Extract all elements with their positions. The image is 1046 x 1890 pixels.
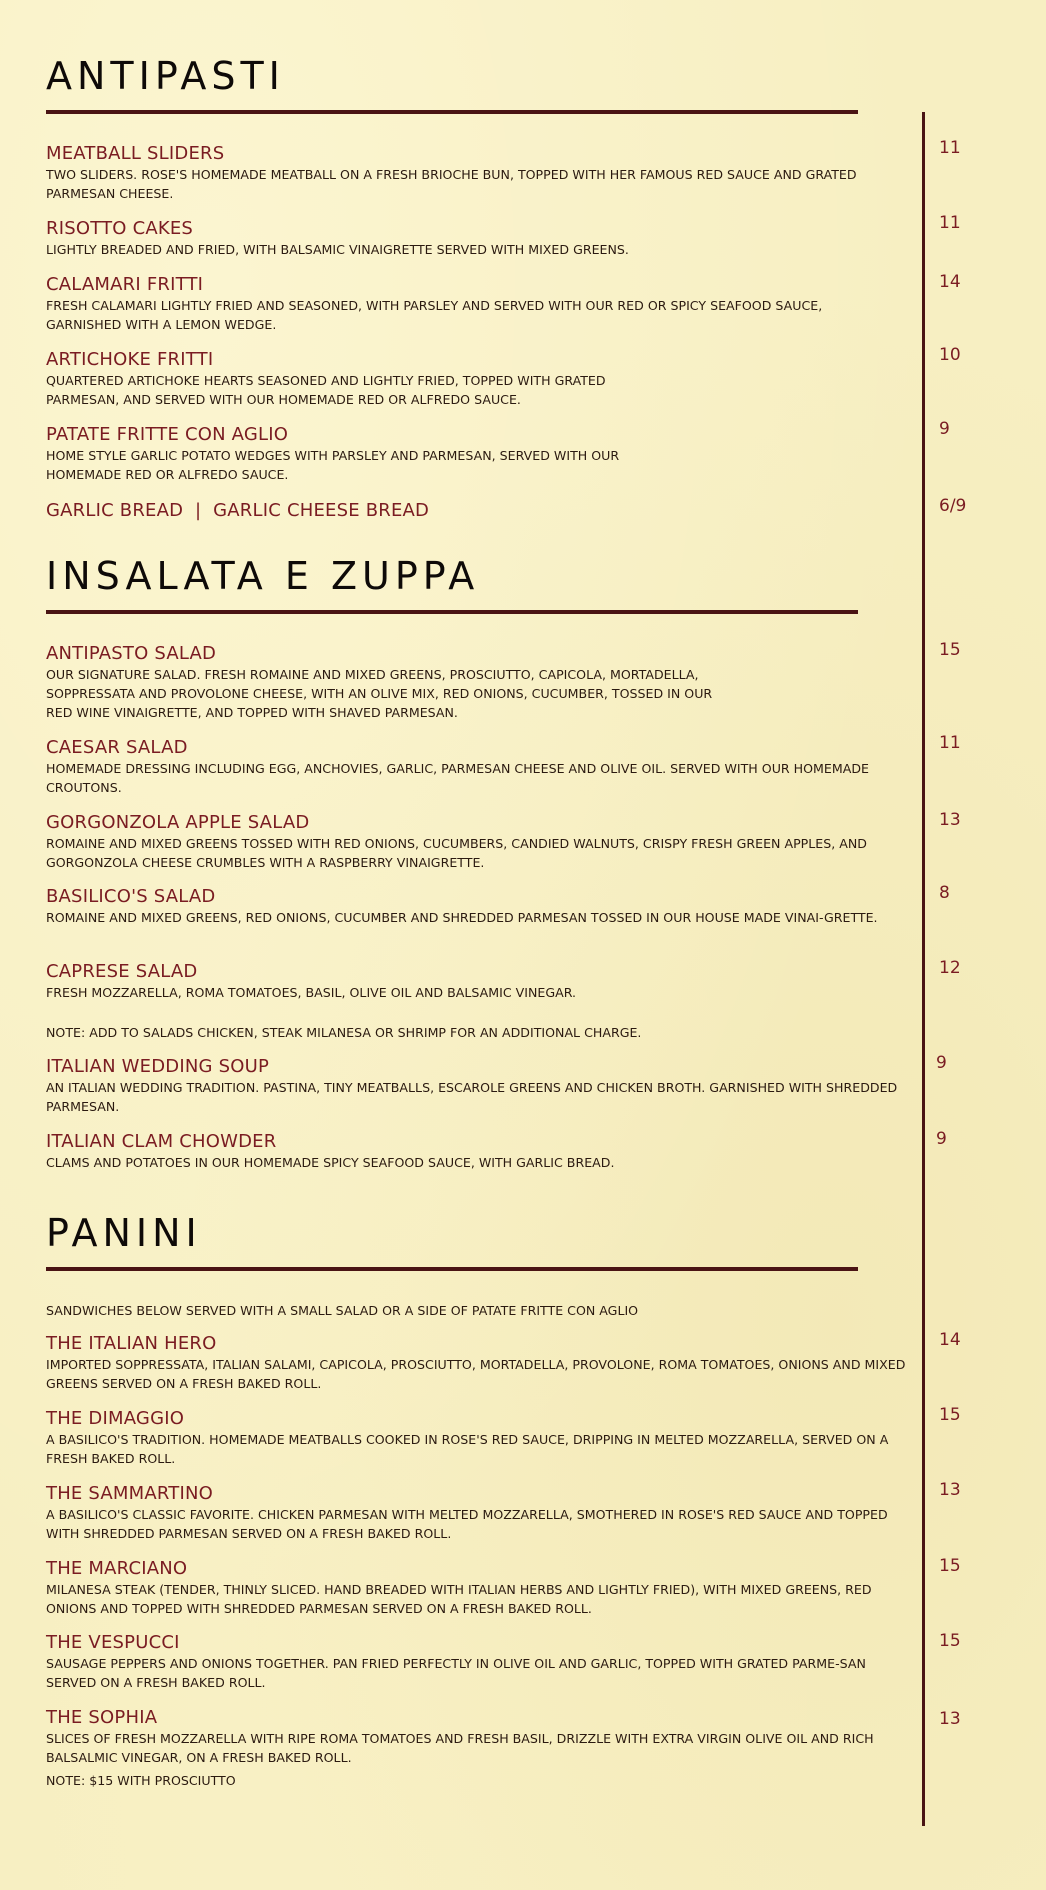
menu-item: [46, 1483, 916, 1543]
section-divider: [46, 1267, 858, 1271]
item-price: 14: [939, 272, 961, 292]
vertical-price-rule: [922, 112, 925, 1826]
item-price: 13: [939, 1709, 961, 1729]
item-description: ROMAINE AND MIXED GREENS TOSSED WITH RED ONIONS, CUCUMBERS, CANDIED WALNUTS, CRISPY FRESH GREEN APPLES, AND GORGONZOLA CHEESE CRUMBLES WITH A RASPBERRY VINAIGRETTE.: [46, 836, 867, 870]
menu-item: [46, 349, 646, 409]
section-divider: [46, 110, 858, 114]
item-name: THE MARCIANO: [46, 1558, 188, 1579]
item-price: 12: [939, 958, 961, 978]
item-name: CAPRESE SALAD: [46, 961, 198, 982]
item-price: 9: [936, 1129, 947, 1149]
menu-item: [46, 274, 886, 334]
item-description: IMPORTED SOPPRESSATA, ITALIAN SALAMI, CAPICOLA, PROSCIUTTO, MORTADELLA, PROVOLONE, ROMA TOMATOES, ONIONS AND MIXED GREENS SERVED ON A FRESH BAKED ROLL.: [46, 1357, 906, 1391]
item-name: ARTICHOKE FRITTI: [46, 349, 214, 370]
item-price: 10: [939, 345, 961, 365]
item-name: THE DIMAGGIO: [46, 1408, 185, 1429]
item-name: GORGONZOLA APPLE SALAD: [46, 812, 310, 833]
item-name: GARLIC BREAD | GARLIC CHEESE BREAD: [46, 500, 430, 521]
item-price: 11: [939, 733, 961, 753]
item-name: ITALIAN WEDDING SOUP: [46, 1056, 270, 1077]
item-name: MEATBALL SLIDERS: [46, 143, 225, 164]
item-description: SLICES OF FRESH MOZZARELLA WITH RIPE ROMA TOMATOES AND FRESH BASIL, DRIZZLE WITH EXTRA VIRGIN OLIVE OIL AND RICH BALSALMIC VINEGAR, ON A FRESH BAKED ROLL.: [46, 1731, 874, 1765]
item-description: MILANESA STEAK (TENDER, THINLY SLICED. HAND BREADED WITH ITALIAN HERBS AND LIGHTLY FRIED), WITH MIXED GREENS, RED ONIONS AND TOPPED WITH SHREDDED PARMESAN SERVED ON A FRESH BAKED ROLL.: [46, 1582, 872, 1616]
item-price: 15: [939, 1405, 961, 1425]
menu-item: [46, 643, 736, 722]
menu-item: [46, 812, 916, 872]
item-description: TWO SLIDERS. ROSE'S HOMEMADE MEATBALL ON A FRESH BRIOCHE BUN, TOPPED WITH HER FAMOUS RED SAUCE AND GRATED PARMESAN CHEESE.: [46, 167, 857, 201]
menu-item: [46, 500, 916, 522]
item-name: THE ITALIAN HERO: [46, 1333, 217, 1354]
menu-item: [46, 218, 916, 259]
menu-item: [46, 737, 876, 797]
item-description: A BASILICO'S TRADITION. HOMEMADE MEATBALLS COOKED IN ROSE'S RED SAUCE, DRIPPING IN MELTED MOZZARELLA, SERVED ON A FRESH BAKED ROLL.: [46, 1432, 889, 1466]
item-description: LIGHTLY BREADED AND FRIED, WITH BALSAMIC VINAIGRETTE SERVED WITH MIXED GREENS.: [46, 242, 629, 257]
item-name: THE VESPUCCI: [46, 1632, 180, 1653]
item-description: HOME STYLE GARLIC POTATO WEDGES WITH PARSLEY AND PARMESAN, SERVED WITH OUR HOMEMADE RED OR ALFREDO SAUCE.: [46, 448, 620, 482]
menu-item: [46, 1131, 916, 1172]
item-price: 15: [939, 1631, 961, 1651]
panini-intro: SANDWICHES BELOW SERVED WITH A SMALL SALAD OR A SIDE OF PATATE FRITTE CON AGLIO: [46, 1303, 639, 1318]
item-description: A BASILICO'S CLASSIC FAVORITE. CHICKEN PARMESAN WITH MELTED MOZZARELLA, SMOTHERED IN ROSE'S RED SAUCE AND TOPPED WITH SHREDDED PARMESAN SERVED ON A FRESH BAKED ROLL.: [46, 1507, 888, 1541]
menu-item: [46, 886, 916, 927]
menu-item: [46, 143, 866, 203]
item-description: SAUSAGE PEPPERS AND ONIONS TOGETHER. PAN FRIED PERFECTLY IN OLIVE OIL AND GARLIC, TOPPED WITH GRATED PARME-SAN SERVED ON A FRESH BAKED ROLL.: [46, 1656, 866, 1690]
section-antipasti: [46, 54, 858, 114]
section-divider: [46, 610, 858, 614]
item-description: QUARTERED ARTICHOKE HEARTS SEASONED AND LIGHTLY FRIED, TOPPED WITH GRATED PARMESAN, AND SERVED WITH OUR HOMEMADE RED OR ALFREDO SAUCE.: [46, 373, 606, 407]
item-price: 13: [939, 810, 961, 830]
item-description: OUR SIGNATURE SALAD. FRESH ROMAINE AND MIXED GREENS, PROSCIUTTO, CAPICOLA, MORTADELLA, SOPPRESSATA AND PROVOLONE CHEESE, WITH AN OLIVE MIX, RED ONIONS, CUCUMBER, TOSSED IN OUR RED WINE VINAIGRETTE, AND TOPPED WITH SHAVED PARMESAN.: [46, 667, 713, 720]
item-description: FRESH MOZZARELLA, ROMA TOMATOES, BASIL, OLIVE OIL AND BALSAMIC VINEGAR.: [46, 985, 577, 1000]
menu-item: [46, 1408, 916, 1468]
item-name: THE SAMMARTINO: [46, 1483, 214, 1504]
item-price: 13: [939, 1480, 961, 1500]
item-description: ROMAINE AND MIXED GREENS, RED ONIONS, CUCUMBER AND SHREDDED PARMESAN TOSSED IN OUR HOUSE MADE VINAI-GRETTE.: [46, 910, 878, 925]
item-price: 9: [936, 1053, 947, 1073]
section-panini: [46, 1211, 858, 1271]
section-insalata-e-zuppa: [46, 554, 858, 614]
menu-item: [46, 1707, 906, 1767]
section-title: ANTIPASTI: [46, 54, 285, 98]
item-description: FRESH CALAMARI LIGHTLY FRIED AND SEASONED, WITH PARSLEY AND SERVED WITH OUR RED OR SPICY SEAFOOD SAUCE, GARNISHED WITH A LEMON WEDGE.: [46, 298, 823, 332]
section-title: INSALATA E ZUPPA: [46, 554, 480, 598]
item-price: 11: [939, 213, 961, 233]
item-name: RISOTTO CAKES: [46, 218, 194, 239]
item-price: 6/9: [939, 496, 967, 516]
menu-item: [46, 1632, 906, 1692]
item-description: CLAMS AND POTATOES IN OUR HOMEMADE SPICY SEAFOOD SAUCE, WITH GARLIC BREAD.: [46, 1155, 615, 1170]
section-title: PANINI: [46, 1211, 202, 1255]
item-name: ANTIPASTO SALAD: [46, 643, 217, 664]
menu-item: [46, 1333, 906, 1393]
menu-item: [46, 424, 666, 484]
menu-item: [46, 1558, 906, 1618]
item-name: ITALIAN CLAM CHOWDER: [46, 1131, 277, 1152]
item-name: PATATE FRITTE CON AGLIO: [46, 424, 289, 445]
item-name: CAESAR SALAD: [46, 737, 188, 758]
menu-item: [46, 1056, 906, 1116]
menu-item: [46, 961, 916, 1002]
item-name: CALAMARI FRITTI: [46, 274, 204, 295]
item-description: HOMEMADE DRESSING INCLUDING EGG, ANCHOVIES, GARLIC, PARMESAN CHEESE AND OLIVE OIL. SERVED WITH OUR HOMEMADE CROUTONS.: [46, 761, 870, 795]
salad-addon-note: NOTE: ADD TO SALADS CHICKEN, STEAK MILANESA OR SHRIMP FOR AN ADDITIONAL CHARGE.: [46, 1025, 642, 1040]
item-description: AN ITALIAN WEDDING TRADITION. PASTINA, TINY MEATBALLS, ESCAROLE GREENS AND CHICKEN BROTH. GARNISHED WITH SHREDDED PARMESAN.: [46, 1080, 898, 1114]
item-price: 9: [939, 419, 950, 439]
item-price: 15: [939, 1556, 961, 1576]
item-name: BASILICO'S SALAD: [46, 886, 216, 907]
item-price: 11: [939, 138, 961, 158]
item-price: 8: [939, 883, 950, 903]
item-name: THE SOPHIA: [46, 1707, 158, 1728]
sophia-note: NOTE: $15 WITH PROSCIUTTO: [46, 1773, 236, 1788]
item-price: 14: [939, 1330, 961, 1350]
item-price: 15: [939, 640, 961, 660]
